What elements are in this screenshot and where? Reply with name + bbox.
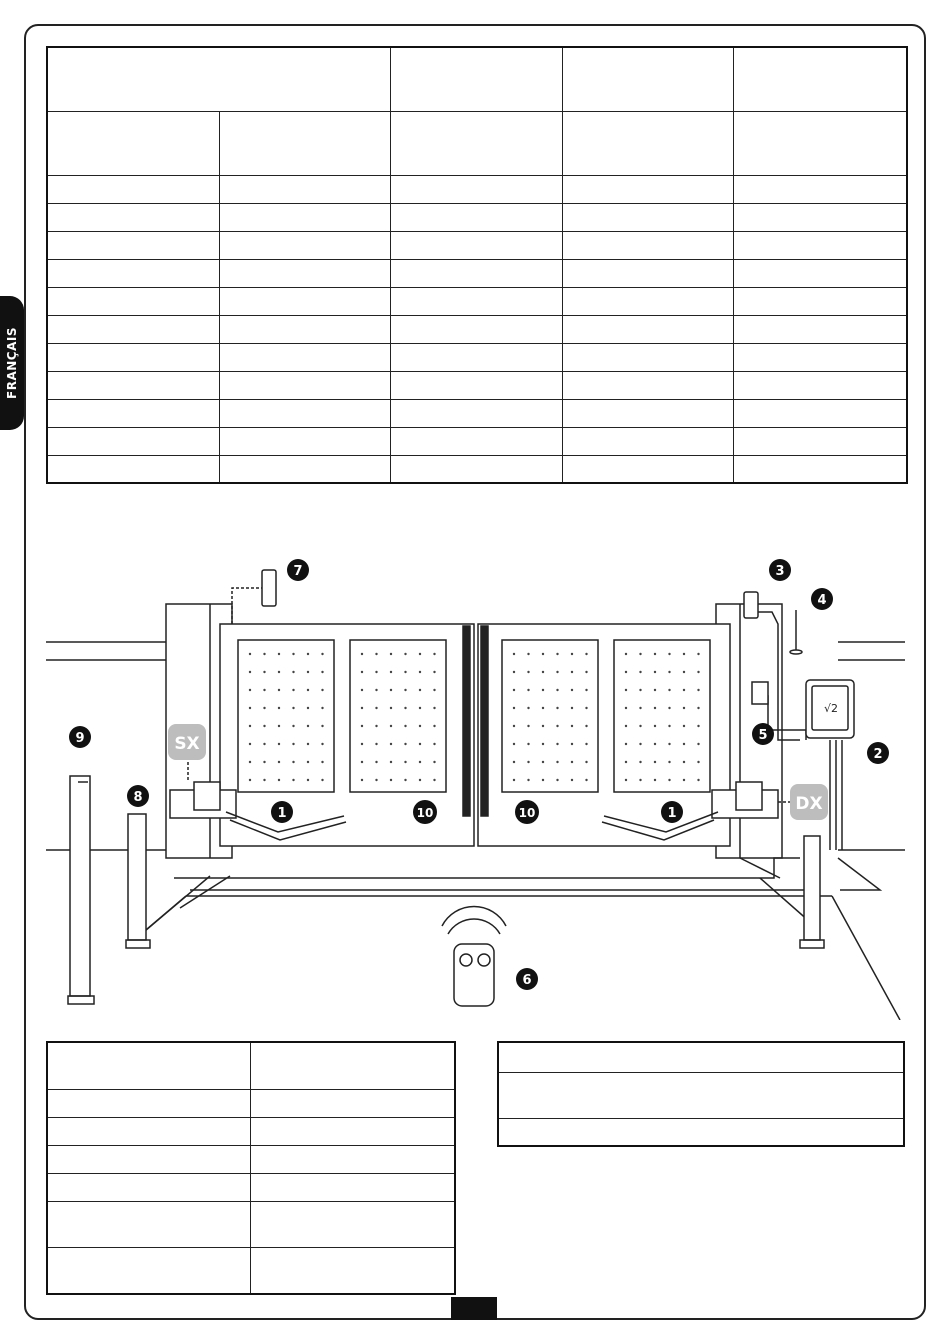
panel-dot — [654, 707, 656, 709]
panel-dot — [513, 779, 515, 781]
panel-dot — [292, 653, 294, 655]
table-row — [47, 343, 907, 371]
panel-dot — [556, 671, 558, 673]
table-row — [47, 1117, 455, 1145]
panel-dot — [542, 689, 544, 691]
panel-dot — [571, 653, 573, 655]
panel-dot — [292, 707, 294, 709]
panel-dot — [292, 761, 294, 763]
panel-dot — [683, 743, 685, 745]
panel-dot — [585, 779, 587, 781]
panel-dot — [556, 725, 558, 727]
panel-dot — [390, 779, 392, 781]
panel-dot — [639, 761, 641, 763]
panel-dot — [585, 707, 587, 709]
panel-dot — [307, 671, 309, 673]
callout — [69, 726, 91, 748]
callout — [752, 723, 774, 745]
panel-dot — [668, 653, 670, 655]
panel-dot — [527, 743, 529, 745]
panel-dot — [263, 653, 265, 655]
panel-dot — [625, 743, 627, 745]
panel-dot — [683, 779, 685, 781]
svg-text:√2: √2 — [824, 702, 839, 715]
panel-dot — [375, 707, 377, 709]
table-row — [47, 427, 907, 455]
panel-dot — [625, 671, 627, 673]
panel-dot — [556, 743, 558, 745]
panel-dot — [625, 689, 627, 691]
callout — [516, 968, 538, 990]
callout-number: 10 — [416, 806, 434, 820]
panel-dot — [390, 761, 392, 763]
callout-number: 2 — [873, 747, 883, 762]
panel-dot — [556, 653, 558, 655]
panel-dot — [278, 743, 280, 745]
panel-dot — [249, 671, 251, 673]
table-row — [47, 1201, 455, 1247]
panel-dot — [321, 761, 323, 763]
callout — [867, 742, 889, 764]
callout-number: 1 — [277, 806, 287, 821]
panel-dot — [433, 743, 435, 745]
panel-dot — [697, 671, 699, 673]
callout-number: 4 — [817, 593, 827, 608]
panel-dot — [419, 725, 421, 727]
panel-dot — [361, 779, 363, 781]
panel-dot — [513, 689, 515, 691]
panel-dot — [419, 689, 421, 691]
table-row — [498, 1072, 904, 1118]
page-number-box — [451, 1297, 497, 1320]
table-row — [47, 399, 907, 427]
callout-number: 10 — [518, 806, 536, 820]
panel-dot — [668, 725, 670, 727]
panel-dot — [433, 653, 435, 655]
panel-dot — [571, 671, 573, 673]
table-cell — [47, 111, 219, 175]
panel-dot — [390, 725, 392, 727]
panel-dot — [625, 707, 627, 709]
table-row — [47, 175, 907, 203]
panel-dot — [321, 653, 323, 655]
panel-dot — [249, 725, 251, 727]
panel-dot — [433, 761, 435, 763]
panel-dot — [527, 671, 529, 673]
callout-number: 8 — [133, 790, 143, 805]
panel-dot — [263, 779, 265, 781]
gate-installation-diagram — [0, 520, 950, 1020]
panel-dot — [321, 779, 323, 781]
panel-dot — [527, 761, 529, 763]
panel-dot — [433, 725, 435, 727]
panel-dot — [625, 653, 627, 655]
panel-dot — [585, 653, 587, 655]
table-row — [47, 1042, 455, 1089]
panel-dot — [263, 671, 265, 673]
panel-dot — [404, 689, 406, 691]
panel-dot — [542, 671, 544, 673]
panel-dot — [697, 743, 699, 745]
panel-dot — [419, 671, 421, 673]
panel-dot — [683, 725, 685, 727]
callout-number: 9 — [75, 731, 85, 746]
panel-dot — [556, 707, 558, 709]
panel-dot — [585, 725, 587, 727]
panel-dot — [571, 779, 573, 781]
callout — [287, 559, 309, 581]
panel-dot — [263, 725, 265, 727]
panel-dot — [585, 761, 587, 763]
panel-dot — [249, 653, 251, 655]
panel-dot — [249, 743, 251, 745]
panel-dot — [249, 707, 251, 709]
callout — [811, 588, 833, 610]
panel-dot — [654, 743, 656, 745]
panel-dot — [433, 779, 435, 781]
panel-dot — [278, 689, 280, 691]
panel-dot — [419, 707, 421, 709]
panel-dot — [668, 671, 670, 673]
panel-dot — [513, 725, 515, 727]
panel-dot — [361, 743, 363, 745]
panel-dot — [654, 689, 656, 691]
panel-dot — [683, 761, 685, 763]
table-cell — [219, 111, 390, 175]
panel-dot — [307, 779, 309, 781]
panel-dot — [654, 779, 656, 781]
panel-dot — [390, 743, 392, 745]
panel-dot — [625, 761, 627, 763]
table-cell — [390, 111, 562, 175]
panel-dot — [668, 779, 670, 781]
panel-dot — [433, 707, 435, 709]
panel-dot — [404, 707, 406, 709]
panel-dot — [249, 779, 251, 781]
panel-dot — [527, 689, 529, 691]
panel-dot — [639, 743, 641, 745]
panel-dot — [278, 707, 280, 709]
panel-dot — [307, 761, 309, 763]
panel-dot — [307, 743, 309, 745]
panel-dot — [292, 779, 294, 781]
panel-dot — [571, 761, 573, 763]
table-header-cell — [47, 47, 390, 111]
panel-dot — [697, 653, 699, 655]
callout — [769, 559, 791, 581]
panel-dot — [390, 689, 392, 691]
panel-dot — [571, 743, 573, 745]
panel-dot — [307, 689, 309, 691]
callout-number: 5 — [758, 728, 768, 743]
panel-dot — [278, 761, 280, 763]
panel-dot — [321, 707, 323, 709]
panel-dot — [513, 707, 515, 709]
panel-dot — [697, 707, 699, 709]
panel-dot — [683, 653, 685, 655]
table-cell — [733, 111, 907, 175]
panel-dot — [683, 689, 685, 691]
panel-dot — [542, 761, 544, 763]
panel-dot — [513, 671, 515, 673]
panel-dot — [307, 725, 309, 727]
panel-dot — [419, 761, 421, 763]
callout — [661, 801, 683, 823]
table-row — [47, 1247, 455, 1294]
panel-dot — [278, 653, 280, 655]
panel-dot — [585, 689, 587, 691]
panel-dot — [697, 689, 699, 691]
panel-dot — [654, 671, 656, 673]
panel-dot — [263, 743, 265, 745]
table-header-cell — [733, 47, 907, 111]
panel-dot — [278, 671, 280, 673]
table-row — [47, 1145, 455, 1173]
panel-dot — [556, 779, 558, 781]
callout-number: 1 — [667, 806, 677, 821]
table-row — [47, 1089, 455, 1117]
panel-dot — [571, 725, 573, 727]
bottom-right-table — [497, 1041, 905, 1147]
panel-dot — [321, 743, 323, 745]
panel-dot — [321, 689, 323, 691]
table-subheader-row — [47, 111, 907, 175]
panel-dot — [263, 761, 265, 763]
panel-dot — [404, 761, 406, 763]
panel-dot — [697, 761, 699, 763]
panel-dot — [263, 689, 265, 691]
panel-dot — [375, 779, 377, 781]
panel-dot — [697, 725, 699, 727]
bottom-left-table — [46, 1041, 456, 1295]
panel-dot — [278, 725, 280, 727]
panel-dot — [571, 707, 573, 709]
table-header-cell — [390, 47, 562, 111]
panel-dot — [668, 707, 670, 709]
panel-dot — [654, 725, 656, 727]
panel-dot — [668, 743, 670, 745]
panel-dot — [683, 671, 685, 673]
panel-dot — [361, 689, 363, 691]
panel-dot — [307, 707, 309, 709]
panel-dot — [390, 671, 392, 673]
specification-table — [46, 46, 908, 484]
panel-dot — [361, 707, 363, 709]
panel-dot — [419, 653, 421, 655]
table-row — [47, 287, 907, 315]
side-label-left: SX — [174, 734, 200, 754]
table-row — [47, 1173, 455, 1201]
panel-dot — [292, 725, 294, 727]
panel-dot — [249, 761, 251, 763]
panel-dot — [542, 779, 544, 781]
table-row — [47, 371, 907, 399]
panel-dot — [571, 689, 573, 691]
callout — [515, 800, 539, 824]
panel-dot — [697, 779, 699, 781]
panel-dot — [683, 707, 685, 709]
callout-number: 6 — [522, 973, 532, 988]
panel-dot — [668, 689, 670, 691]
panel-dot — [668, 761, 670, 763]
table-cell — [562, 111, 733, 175]
panel-dot — [361, 671, 363, 673]
table-row — [47, 455, 907, 483]
language-tab — [0, 296, 24, 430]
panel-dot — [419, 779, 421, 781]
panel-dot — [625, 725, 627, 727]
panel-dot — [433, 671, 435, 673]
panel-dot — [639, 689, 641, 691]
panel-dot — [556, 689, 558, 691]
panel-dot — [361, 653, 363, 655]
panel-dot — [292, 743, 294, 745]
table-row — [498, 1118, 904, 1146]
panel-dot — [585, 743, 587, 745]
callout — [271, 801, 293, 823]
panel-dot — [404, 725, 406, 727]
panel-dot — [375, 653, 377, 655]
panel-dot — [419, 743, 421, 745]
panel-dot — [527, 725, 529, 727]
panel-dot — [404, 743, 406, 745]
panel-dot — [404, 671, 406, 673]
panel-dot — [307, 653, 309, 655]
panel-dot — [404, 779, 406, 781]
panel-dot — [513, 653, 515, 655]
panel-dot — [375, 671, 377, 673]
panel-dot — [513, 743, 515, 745]
panel-dot — [321, 671, 323, 673]
panel-dot — [542, 725, 544, 727]
language-tab-label: FRANÇAIS — [5, 327, 19, 399]
table-row — [47, 259, 907, 287]
panel-dot — [542, 707, 544, 709]
panel-dot — [361, 761, 363, 763]
callout — [127, 785, 149, 807]
panel-dot — [654, 653, 656, 655]
panel-dot — [556, 761, 558, 763]
panel-dot — [361, 725, 363, 727]
panel-dot — [639, 707, 641, 709]
panel-dot — [404, 653, 406, 655]
panel-dot — [639, 725, 641, 727]
table-header-cell — [562, 47, 733, 111]
callout-number: 3 — [775, 564, 785, 579]
panel-dot — [527, 779, 529, 781]
panel-dot — [585, 671, 587, 673]
panel-dot — [292, 689, 294, 691]
panel-dot — [542, 653, 544, 655]
panel-dot — [433, 689, 435, 691]
panel-dot — [249, 689, 251, 691]
panel-dot — [527, 707, 529, 709]
panel-dot — [321, 725, 323, 727]
panel-dot — [390, 653, 392, 655]
side-label-right: DX — [795, 794, 823, 814]
panel-dot — [375, 689, 377, 691]
table-row — [498, 1042, 904, 1072]
table-row — [47, 231, 907, 259]
panel-dot — [375, 761, 377, 763]
panel-dot — [375, 743, 377, 745]
callout-number: 7 — [293, 564, 303, 579]
panel-dot — [639, 779, 641, 781]
table-row — [47, 315, 907, 343]
panel-dot — [278, 779, 280, 781]
panel-dot — [513, 761, 515, 763]
table-header-row — [47, 47, 907, 111]
panel-dot — [263, 707, 265, 709]
panel-dot — [390, 707, 392, 709]
callout — [413, 800, 437, 824]
panel-dot — [639, 653, 641, 655]
panel-dot — [375, 725, 377, 727]
panel-dot — [292, 671, 294, 673]
panel-dot — [527, 653, 529, 655]
table-row — [47, 203, 907, 231]
panel-dot — [639, 671, 641, 673]
panel-dot — [625, 779, 627, 781]
panel-dot — [542, 743, 544, 745]
panel-dot — [654, 761, 656, 763]
